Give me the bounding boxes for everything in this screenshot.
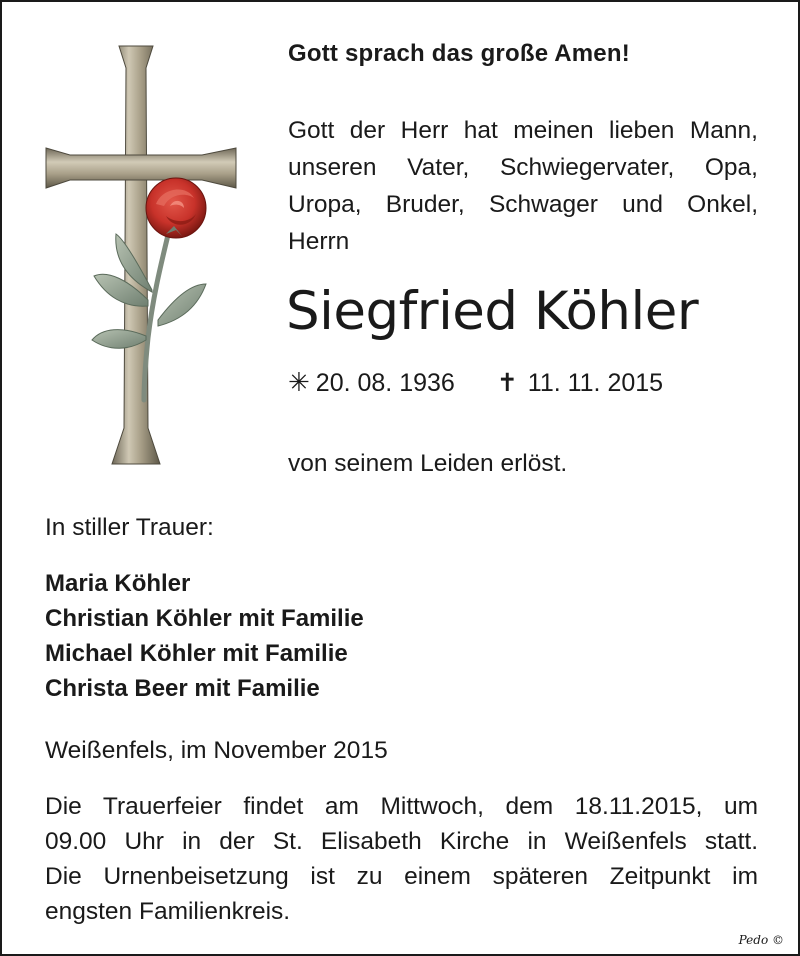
service-info: [45, 789, 758, 929]
mourner-name: Maria Köhler: [45, 570, 191, 597]
designer-signature: Pedo ©: [738, 933, 784, 947]
place-date: Weißenfels, im November 2015: [45, 737, 388, 764]
intro-line: Uropa, Bruder, Schwager und Onkel,: [288, 191, 758, 218]
mourners-list: [45, 566, 364, 706]
service-line: 09.00 Uhr in der St. Elisabeth Kirche in Weißenfels statt.: [45, 828, 758, 855]
life-dates: [288, 367, 663, 398]
death-cross-icon: ✝: [496, 369, 518, 397]
intro-text: [288, 112, 758, 260]
service-line: Die Urnenbeisetzung ist zu einem späteren Zeitpunkt im: [45, 863, 758, 890]
intro-line: Herrn: [288, 228, 350, 255]
release-text: von seinem Leiden erlöst.: [288, 450, 568, 477]
service-line: engsten Familienkreis.: [45, 898, 291, 925]
mourning-label: In stiller Trauer:: [45, 514, 214, 541]
birth-date: 20. 08. 1936: [315, 369, 455, 397]
deceased-name: Siegfried Köhler: [286, 281, 699, 342]
intro-line: unseren Vater, Schwiegervater, Opa,: [288, 154, 758, 181]
motto-heading: Gott sprach das große Amen!: [288, 40, 630, 67]
mourner-name: Christian Köhler mit Familie: [45, 605, 364, 632]
birth-star-icon: ✳: [288, 367, 310, 397]
death-date: 11. 11. 2015: [527, 369, 664, 397]
service-line: Die Trauerfeier findet am Mittwoch, dem 18.11.2015, um: [45, 793, 758, 820]
mourner-name: Christa Beer mit Familie: [45, 675, 320, 702]
cross-with-rose-icon: [26, 38, 258, 478]
mourner-name: Michael Köhler mit Familie: [45, 640, 348, 667]
intro-line: Gott der Herr hat meinen lieben Mann,: [288, 117, 758, 144]
